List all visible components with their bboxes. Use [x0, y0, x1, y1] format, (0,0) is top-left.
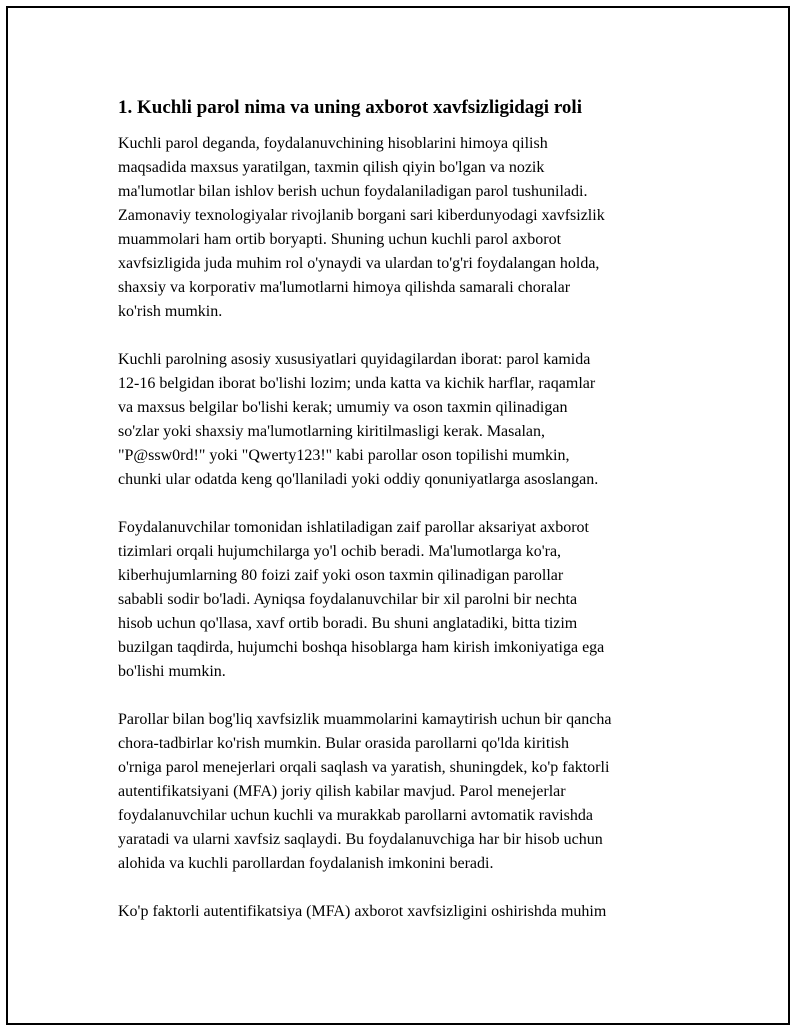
text-line: buzilgan taqdirda, hujumchi boshqa hisoblarga ham kirish imkoniyatiga ega — [118, 639, 605, 656]
paragraph — [118, 348, 690, 492]
text-line: hisob uchun qo'llasa, xavf ortib boradi. Bu shuni anglatadiki, bitta tizim — [118, 615, 578, 632]
section-heading: 1. Kuchli parol nima va uning axborot xavfsizligidagi roli — [118, 97, 582, 118]
paragraph — [118, 132, 690, 324]
text-line: chora-tadbirlar ko'rish mumkin. Bular orasida parollarni qo'lda kiritish — [118, 735, 569, 752]
text-line: alohida va kuchli parollardan foydalanish imkonini beradi. — [118, 855, 494, 872]
text-line: shaxsiy va korporativ ma'lumotlarni himoya qilishda samarali choralar — [118, 279, 571, 296]
document-body — [118, 96, 690, 948]
text-line: 12-16 belgidan iborat bo'lishi lozim; unda katta va kichik harflar, raqamlar — [118, 375, 596, 392]
text-line: Parollar bilan bog'liq xavfsizlik muammolarini kamaytirish uchun bir qancha — [118, 711, 612, 728]
text-line: autentifikatsiyani (MFA) joriy qilish kabilar mavjud. Parol menejerlar — [118, 783, 566, 800]
text-line: o'rniga parol menejerlari orqali saqlash va yaratish, shuningdek, ko'p faktorli — [118, 759, 610, 776]
text-line: Kuchli parol deganda, foydalanuvchining hisoblarini himoya qilish — [118, 135, 548, 152]
text-line: Zamonaviy texnologiyalar rivojlanib borgani sari kiberdunyodagi xavfsizlik — [118, 207, 605, 224]
text-line: ma'lumotlar bilan ishlov berish uchun foydalaniladigan parol tushuniladi. — [118, 183, 588, 200]
text-line: kiberhujumlarning 80 foizi zaif yoki oson taxmin qilinadigan parollar — [118, 567, 564, 584]
text-line: sababli sodir bo'ladi. Ayniqsa foydalanuvchilar bir xil parolni bir nechta — [118, 591, 578, 608]
paragraph — [118, 708, 690, 876]
paragraph — [118, 516, 690, 684]
text-line: Foydalanuvchilar tomonidan ishlatiladigan zaif parollar aksariyat axborot — [118, 519, 589, 536]
text-line: bo'lishi mumkin. — [118, 663, 226, 680]
text-line: maqsadida maxsus yaratilgan, taxmin qilish qiyin bo'lgan va nozik — [118, 159, 545, 176]
text-line: tizimlari orqali hujumchilarga yo'l ochib beradi. Ma'lumotlarga ko'ra, — [118, 543, 562, 560]
text-line: chunki ular odatda keng qo'llaniladi yoki oddiy qonuniyatlarga asoslangan. — [118, 471, 599, 488]
paragraph-list — [118, 132, 690, 924]
text-line: Kuchli parolning asosiy xususiyatlari quyidagilardan iborat: parol kamida — [118, 351, 591, 368]
text-line: yaratadi va ularni xavfsiz saqlaydi. Bu foydalanuvchiga har bir hisob uchun — [118, 831, 603, 848]
text-line: so'zlar yoki shaxsiy ma'lumotlarning kiritilmasligi kerak. Masalan, — [118, 423, 546, 440]
paragraph — [118, 900, 690, 924]
text-line: Ko'p faktorli autentifikatsiya (MFA) axborot xavfsizligini oshirishda muhim — [118, 903, 607, 920]
text-line: ko'rish mumkin. — [118, 303, 223, 320]
text-line: xavfsizligida juda muhim rol o'ynaydi va ulardan to'g'ri foydalangan holda, — [118, 255, 600, 272]
text-line: muammolari ham ortib boryapti. Shuning uchun kuchli parol axborot — [118, 231, 562, 248]
text-line: foydalanuvchilar uchun kuchli va murakkab parollarni avtomatik ravishda — [118, 807, 593, 824]
text-line: va maxsus belgilar bo'lishi kerak; umumiy va oson taxmin qilinadigan — [118, 399, 568, 416]
text-line: "P@ssw0rd!" yoki "Qwerty123!" kabi parollar oson topilishi mumkin, — [118, 447, 570, 464]
